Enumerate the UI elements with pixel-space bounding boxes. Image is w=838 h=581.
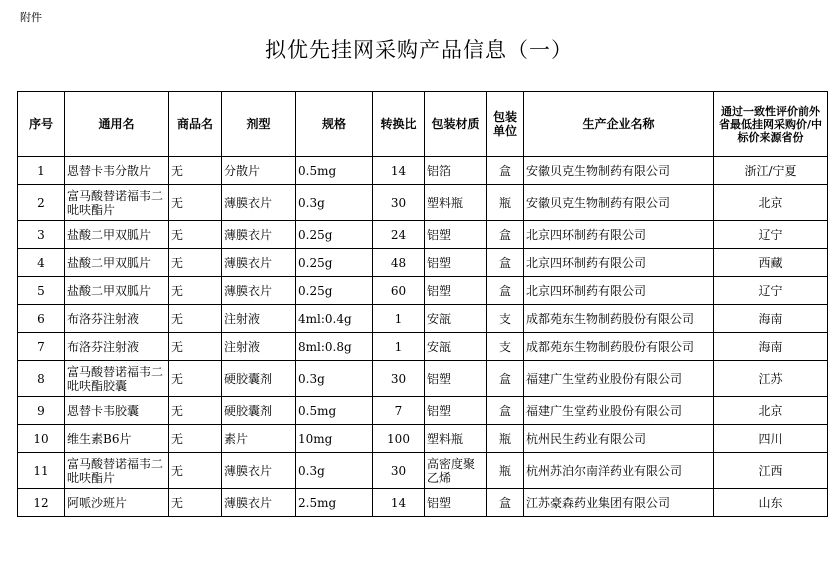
cell-generic-name: 恩替卡韦胶囊: [65, 397, 169, 425]
cell-packaging-material: 安瓿: [425, 305, 487, 333]
table-row: [18, 185, 828, 221]
cell-packaging-unit: 盒: [487, 221, 524, 249]
cell-generic-name: 盐酸二甲双胍片: [65, 249, 169, 277]
header-conversion-ratio: 转换比: [373, 92, 425, 157]
cell-conversion-ratio: 1: [373, 305, 425, 333]
cell-packaging-material: 高密度聚乙烯: [425, 453, 487, 489]
cell-dosage-form: 薄膜衣片: [222, 277, 296, 305]
table-row: [18, 221, 828, 249]
cell-index: 9: [18, 397, 65, 425]
cell-specification: 10mg: [296, 425, 373, 453]
cell-specification: 4ml:0.4g: [296, 305, 373, 333]
header-generic-name: 通用名: [65, 92, 169, 157]
cell-packaging-material: 安瓿: [425, 333, 487, 361]
table-row: [18, 425, 828, 453]
cell-brand-name: 无: [169, 157, 222, 185]
cell-manufacturer: 杭州苏泊尔南洋药业有限公司: [524, 453, 714, 489]
cell-specification: 8ml:0.8g: [296, 333, 373, 361]
cell-source-province: 北京: [714, 185, 828, 221]
cell-index: 5: [18, 277, 65, 305]
cell-index: 4: [18, 249, 65, 277]
cell-specification: 0.25g: [296, 221, 373, 249]
cell-manufacturer: 福建广生堂药业股份有限公司: [524, 361, 714, 397]
cell-brand-name: 无: [169, 425, 222, 453]
cell-packaging-material: 铝箔: [425, 157, 487, 185]
cell-index: 1: [18, 157, 65, 185]
cell-conversion-ratio: 14: [373, 489, 425, 517]
product-info-table: [17, 91, 828, 517]
cell-generic-name: 盐酸二甲双胍片: [65, 277, 169, 305]
cell-manufacturer: 杭州民生药业有限公司: [524, 425, 714, 453]
cell-specification: 0.3g: [296, 361, 373, 397]
cell-packaging-material: 铝塑: [425, 361, 487, 397]
cell-manufacturer: 成都苑东生物制药股份有限公司: [524, 305, 714, 333]
cell-dosage-form: 薄膜衣片: [222, 489, 296, 517]
cell-index: 2: [18, 185, 65, 221]
header-index: 序号: [18, 92, 65, 157]
cell-packaging-unit: 支: [487, 333, 524, 361]
cell-source-province: 江西: [714, 453, 828, 489]
header-manufacturer: 生产企业名称: [524, 92, 714, 157]
cell-dosage-form: 硬胶囊剂: [222, 397, 296, 425]
cell-dosage-form: 薄膜衣片: [222, 221, 296, 249]
cell-conversion-ratio: 30: [373, 453, 425, 489]
table-header-row: [18, 92, 828, 157]
cell-packaging-material: 铝塑: [425, 277, 487, 305]
table-row: [18, 489, 828, 517]
cell-packaging-material: 塑料瓶: [425, 425, 487, 453]
cell-specification: 0.3g: [296, 185, 373, 221]
header-packaging-unit: 包装单位: [487, 92, 524, 157]
cell-generic-name: 富马酸替诺福韦二吡呋酯胶囊: [65, 361, 169, 397]
cell-source-province: 西藏: [714, 249, 828, 277]
cell-source-province: 辽宁: [714, 221, 828, 249]
cell-dosage-form: 注射液: [222, 333, 296, 361]
cell-brand-name: 无: [169, 221, 222, 249]
cell-brand-name: 无: [169, 185, 222, 221]
cell-conversion-ratio: 100: [373, 425, 425, 453]
table-row: [18, 305, 828, 333]
cell-dosage-form: 硬胶囊剂: [222, 361, 296, 397]
cell-brand-name: 无: [169, 333, 222, 361]
cell-manufacturer: 成都苑东生物制药股份有限公司: [524, 333, 714, 361]
cell-manufacturer: 安徽贝克生物制药有限公司: [524, 185, 714, 221]
cell-conversion-ratio: 60: [373, 277, 425, 305]
cell-source-province: 海南: [714, 333, 828, 361]
table-row: [18, 361, 828, 397]
cell-manufacturer: 安徽贝克生物制药有限公司: [524, 157, 714, 185]
cell-packaging-unit: 盒: [487, 157, 524, 185]
cell-dosage-form: 素片: [222, 425, 296, 453]
cell-specification: 0.5mg: [296, 397, 373, 425]
cell-manufacturer: 福建广生堂药业股份有限公司: [524, 397, 714, 425]
header-specification: 规格: [296, 92, 373, 157]
cell-dosage-form: 分散片: [222, 157, 296, 185]
cell-index: 7: [18, 333, 65, 361]
cell-dosage-form: 薄膜衣片: [222, 185, 296, 221]
cell-source-province: 江苏: [714, 361, 828, 397]
cell-generic-name: 富马酸替诺福韦二吡呋酯片: [65, 185, 169, 221]
cell-source-province: 浙江/宁夏: [714, 157, 828, 185]
cell-packaging-unit: 盒: [487, 397, 524, 425]
cell-conversion-ratio: 30: [373, 361, 425, 397]
cell-source-province: 海南: [714, 305, 828, 333]
cell-manufacturer: 北京四环制药有限公司: [524, 249, 714, 277]
cell-conversion-ratio: 24: [373, 221, 425, 249]
cell-conversion-ratio: 1: [373, 333, 425, 361]
cell-source-province: 辽宁: [714, 277, 828, 305]
cell-index: 3: [18, 221, 65, 249]
table-row: [18, 157, 828, 185]
cell-manufacturer: 北京四环制药有限公司: [524, 221, 714, 249]
cell-packaging-unit: 瓶: [487, 453, 524, 489]
cell-packaging-unit: 盒: [487, 277, 524, 305]
cell-brand-name: 无: [169, 397, 222, 425]
header-dosage-form: 剂型: [222, 92, 296, 157]
cell-index: 11: [18, 453, 65, 489]
cell-specification: 2.5mg: [296, 489, 373, 517]
cell-packaging-unit: 瓶: [487, 185, 524, 221]
cell-brand-name: 无: [169, 489, 222, 517]
header-packaging-material: 包装材质: [425, 92, 487, 157]
attachment-label: 附件: [20, 11, 42, 24]
cell-packaging-material: 铝塑: [425, 249, 487, 277]
cell-brand-name: 无: [169, 453, 222, 489]
cell-conversion-ratio: 30: [373, 185, 425, 221]
cell-source-province: 山东: [714, 489, 828, 517]
cell-source-province: 北京: [714, 397, 828, 425]
cell-brand-name: 无: [169, 361, 222, 397]
cell-generic-name: 富马酸替诺福韦二吡呋酯片: [65, 453, 169, 489]
cell-packaging-unit: 盒: [487, 361, 524, 397]
cell-packaging-unit: 盒: [487, 489, 524, 517]
cell-specification: 0.25g: [296, 249, 373, 277]
cell-brand-name: 无: [169, 277, 222, 305]
table-row: [18, 333, 828, 361]
cell-generic-name: 盐酸二甲双胍片: [65, 221, 169, 249]
cell-packaging-unit: 支: [487, 305, 524, 333]
cell-specification: 0.5mg: [296, 157, 373, 185]
cell-index: 12: [18, 489, 65, 517]
table-body: [18, 157, 828, 517]
cell-index: 10: [18, 425, 65, 453]
cell-packaging-material: 塑料瓶: [425, 185, 487, 221]
cell-generic-name: 维生素B6片: [65, 425, 169, 453]
cell-dosage-form: 薄膜衣片: [222, 453, 296, 489]
cell-dosage-form: 注射液: [222, 305, 296, 333]
cell-packaging-unit: 盒: [487, 249, 524, 277]
page-title: 拟优先挂网采购产品信息（一）: [265, 38, 573, 62]
cell-conversion-ratio: 7: [373, 397, 425, 425]
table-row: [18, 453, 828, 489]
cell-conversion-ratio: 48: [373, 249, 425, 277]
cell-generic-name: 布洛芬注射液: [65, 333, 169, 361]
cell-dosage-form: 薄膜衣片: [222, 249, 296, 277]
cell-packaging-unit: 瓶: [487, 425, 524, 453]
header-brand-name: 商品名: [169, 92, 222, 157]
cell-packaging-material: 铝塑: [425, 489, 487, 517]
cell-index: 8: [18, 361, 65, 397]
cell-generic-name: 阿哌沙班片: [65, 489, 169, 517]
cell-specification: 0.25g: [296, 277, 373, 305]
cell-source-province: 四川: [714, 425, 828, 453]
header-source-province: 通过一致性评价前外省最低挂网采购价/中标价来源省份: [714, 92, 828, 157]
cell-packaging-material: 铝塑: [425, 221, 487, 249]
table-row: [18, 277, 828, 305]
cell-index: 6: [18, 305, 65, 333]
table-row: [18, 397, 828, 425]
cell-brand-name: 无: [169, 249, 222, 277]
cell-brand-name: 无: [169, 305, 222, 333]
cell-generic-name: 恩替卡韦分散片: [65, 157, 169, 185]
cell-manufacturer: 北京四环制药有限公司: [524, 277, 714, 305]
cell-manufacturer: 江苏豪森药业集团有限公司: [524, 489, 714, 517]
cell-conversion-ratio: 14: [373, 157, 425, 185]
cell-packaging-material: 铝塑: [425, 397, 487, 425]
cell-generic-name: 布洛芬注射液: [65, 305, 169, 333]
table-row: [18, 249, 828, 277]
cell-specification: 0.3g: [296, 453, 373, 489]
